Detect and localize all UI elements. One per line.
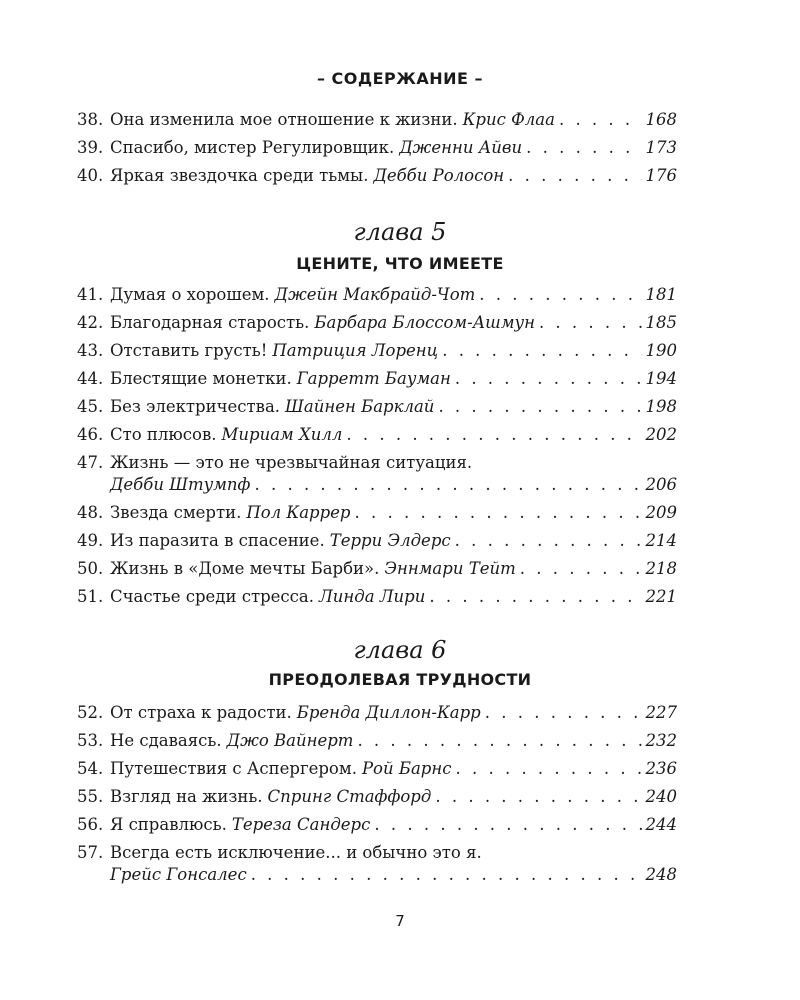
dot-leader: [520, 559, 642, 578]
toc-entry[interactable]: [77, 559, 677, 587]
entry-page: 185: [645, 313, 677, 332]
entry-author: Барбара Блоссом-Ашмун: [314, 313, 535, 332]
entry-page: 190: [645, 341, 677, 360]
toc-entry[interactable]: [77, 787, 677, 815]
entry-title: Благодарная старость.: [110, 313, 310, 332]
dot-leader: [508, 166, 641, 185]
toc-entry[interactable]: [77, 425, 677, 453]
entry-page: 168: [645, 110, 677, 129]
toc-entry[interactable]: [77, 313, 677, 341]
entry-title: Путешествия с Аспергером.: [110, 759, 357, 778]
entry-title: Яркая звездочка среди тьмы.: [110, 166, 369, 185]
entry-author: Грейс Гонсалес: [110, 865, 247, 884]
entry-author: Линда Лири: [318, 587, 426, 606]
toc-entry[interactable]: [77, 166, 677, 194]
entry-page: 236: [645, 759, 677, 778]
entry-author: Эннмари Тейт: [384, 559, 516, 578]
entry-number: 57.: [77, 843, 104, 862]
entry-title: Всегда есть исключение... и обычно это я.: [110, 843, 482, 862]
toc-entry[interactable]: [77, 341, 677, 369]
entry-number: 56.: [77, 815, 104, 834]
entry-title: От страха к радости.: [110, 703, 292, 722]
dot-leader: [251, 865, 642, 884]
dot-leader: [346, 425, 641, 444]
entry-author: Крис Флаа: [462, 110, 555, 129]
entry-page: 232: [645, 731, 677, 750]
entry-number: 54.: [77, 759, 104, 778]
entry-number: 42.: [77, 313, 104, 332]
entry-page: 221: [645, 587, 677, 606]
toc-entry-line1[interactable]: [77, 453, 677, 475]
chapter-6-title: глава 6: [353, 636, 447, 664]
toc-entry-line1[interactable]: [77, 843, 677, 865]
dot-leader: [435, 787, 641, 806]
entry-number: 46.: [77, 425, 104, 444]
entry-title: Не сдаваясь.: [110, 731, 222, 750]
dot-leader: [455, 759, 641, 778]
entry-author: Терри Элдерс: [329, 531, 451, 550]
dot-leader: [539, 313, 642, 332]
dot-leader: [254, 475, 641, 494]
entry-title: Думая о хорошем.: [110, 285, 270, 304]
toc-chapter-6: [77, 703, 677, 893]
entry-page: 202: [645, 425, 677, 444]
entry-number: 43.: [77, 341, 104, 360]
page-number: 7: [395, 912, 405, 930]
dot-leader: [455, 369, 642, 388]
entry-page: 209: [645, 503, 677, 522]
chapter-5-title: глава 5: [353, 218, 447, 246]
entry-author: Шайнен Барклай: [285, 397, 435, 416]
entry-page: 206: [645, 475, 677, 494]
entry-page: 181: [645, 285, 677, 304]
entry-title: Жизнь — это не чрезвычайная ситуация.: [110, 453, 473, 472]
entry-page: 244: [645, 815, 677, 834]
entry-number: 51.: [77, 587, 104, 606]
entry-author: Рой Барнс: [361, 759, 452, 778]
entry-author: Дженни Айви: [399, 138, 523, 157]
entry-page: 194: [645, 369, 677, 388]
entry-title: Звезда смерти.: [110, 503, 242, 522]
toc-entry[interactable]: [77, 587, 677, 615]
entry-page: 227: [645, 703, 677, 722]
toc-entry[interactable]: [77, 110, 677, 138]
toc-entry[interactable]: [77, 731, 677, 759]
page-header: – СОДЕРЖАНИЕ –: [316, 69, 484, 88]
entry-author: Джейн Макбрайд-Чот: [274, 285, 476, 304]
dot-leader: [526, 138, 641, 157]
entry-title: Счастье среди стресса.: [110, 587, 314, 606]
toc-entry[interactable]: [77, 285, 677, 313]
entry-page: 240: [645, 787, 677, 806]
entry-title: Отставить грусть!: [110, 341, 268, 360]
entry-author: Бренда Диллон-Карр: [296, 703, 481, 722]
entry-number: 53.: [77, 731, 104, 750]
toc-entry-line2[interactable]: [77, 475, 677, 503]
dot-leader: [355, 503, 642, 522]
entry-page: 176: [645, 166, 677, 185]
entry-number: 40.: [77, 166, 104, 185]
chapter-6-subtitle: ПРЕОДОЛЕВАЯ ТРУДНОСТИ: [268, 670, 532, 689]
entry-title: Взгляд на жизнь.: [110, 787, 263, 806]
toc-entry-line2[interactable]: [77, 865, 677, 893]
toc-entry[interactable]: [77, 815, 677, 843]
dot-leader: [442, 341, 641, 360]
entry-author: Патриция Лоренц: [272, 341, 439, 360]
entry-title: Блестящие монетки.: [110, 369, 292, 388]
entry-author: Пол Каррер: [246, 503, 351, 522]
entry-author: Мириам Хилл: [221, 425, 343, 444]
entry-author: Дебби Ролосон: [373, 166, 505, 185]
entry-author: Гарретт Бауман: [296, 369, 451, 388]
entry-page: 218: [645, 559, 677, 578]
entry-number: 48.: [77, 503, 104, 522]
toc-entry[interactable]: [77, 703, 677, 731]
entry-number: 41.: [77, 285, 104, 304]
entry-number: 38.: [77, 110, 104, 129]
entry-number: 49.: [77, 531, 104, 550]
toc-entry[interactable]: [77, 759, 677, 787]
entry-author: Спринг Стаффорд: [267, 787, 432, 806]
chapter-5-subtitle: ЦЕНИТЕ, ЧТО ИМЕЕТЕ: [296, 254, 504, 273]
dot-leader: [429, 587, 641, 606]
entry-title: Из паразита в спасение.: [110, 531, 325, 550]
entry-number: 50.: [77, 559, 104, 578]
toc-chapter-5: [77, 285, 677, 615]
entry-number: 45.: [77, 397, 104, 416]
entry-number: 52.: [77, 703, 104, 722]
entry-number: 44.: [77, 369, 104, 388]
entry-title: Она изменила мое отношение к жизни.: [110, 110, 458, 129]
dot-leader: [455, 531, 642, 550]
dot-leader: [485, 703, 642, 722]
entry-page: 214: [645, 531, 677, 550]
toc-entry[interactable]: [77, 397, 677, 425]
entry-number: 47.: [77, 453, 104, 472]
dot-leader: [374, 815, 641, 834]
entry-page: 173: [645, 138, 677, 157]
entry-title: Спасибо, мистер Регулировщик.: [110, 138, 395, 157]
entry-number: 39.: [77, 138, 104, 157]
toc-entry[interactable]: [77, 369, 677, 397]
toc-entry[interactable]: [77, 531, 677, 559]
entry-title: Сто плюсов.: [110, 425, 217, 444]
entry-author: Тереза Сандерс: [231, 815, 371, 834]
entry-page: 198: [645, 397, 677, 416]
entry-author: Дебби Штумпф: [110, 475, 251, 494]
dot-leader: [438, 397, 641, 416]
toc-entry[interactable]: [77, 138, 677, 166]
dot-leader: [559, 110, 642, 129]
entry-page: 248: [645, 865, 677, 884]
entry-number: 55.: [77, 787, 104, 806]
dot-leader: [357, 731, 641, 750]
toc-entry[interactable]: [77, 503, 677, 531]
entry-title: Без электричества.: [110, 397, 281, 416]
toc-section-top: [77, 110, 677, 194]
entry-title: Жизнь в «Доме мечты Барби».: [110, 559, 380, 578]
entry-title: Я справлюсь.: [110, 815, 227, 834]
dot-leader: [479, 285, 641, 304]
entry-author: Джо Вайнерт: [226, 731, 354, 750]
